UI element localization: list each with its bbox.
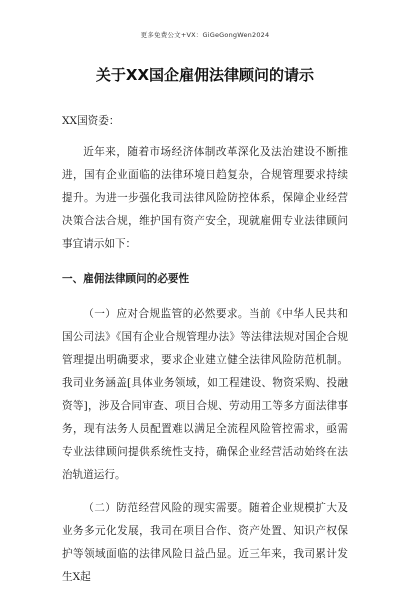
salutation: XX国资委：: [62, 115, 120, 127]
header-note: 更多免费公文+VX：GiGeGongWen2024: [140, 31, 270, 39]
intro-paragraph: 近年来，随着市场经济体制改革深化及法治建设不断推进，国有企业面临的法律环境日趋复杂，合规管理要求持续提升。为进一步强化我司法律风险防控体系，保障企业经营决策合法合规，维护国有资产安全，现就雇佣专业法律顾问事宜请示如下：: [62, 146, 348, 250]
document-title: 关于XX国企雇佣法律顾问的请示: [95, 66, 315, 84]
paragraph-risk: （二）防范经营风险的现实需要。随着企业规模扩大及业务多元化发展，我司在项目合作、资产处置、知识产权保护等领域面临的法律风险日益凸显。近三年来，我司累计发生X起: [62, 502, 348, 583]
paragraph-compliance: （一）应对合规监管的必然要求。当前《中华人民共和国公司法》《国有企业合规管理办法》等法律法规对国企合规管理提出明确要求，要求企业建立健全法律风险防范机制。我司业务涵盖[具体业务领域，如工程建设、物资采购、投融资等]，涉及合同审查、项目合规、劳动用工等多方面法律事务，现有法务人员配置难以满足全流程风险管控需求，亟需专业法律顾问提供系统性支持，确保企业经营活动始终在法治轨道运行。: [62, 308, 348, 481]
document-body: [62, 110, 348, 589]
section-heading: 一、雇佣法律顾问的必要性: [62, 273, 190, 285]
